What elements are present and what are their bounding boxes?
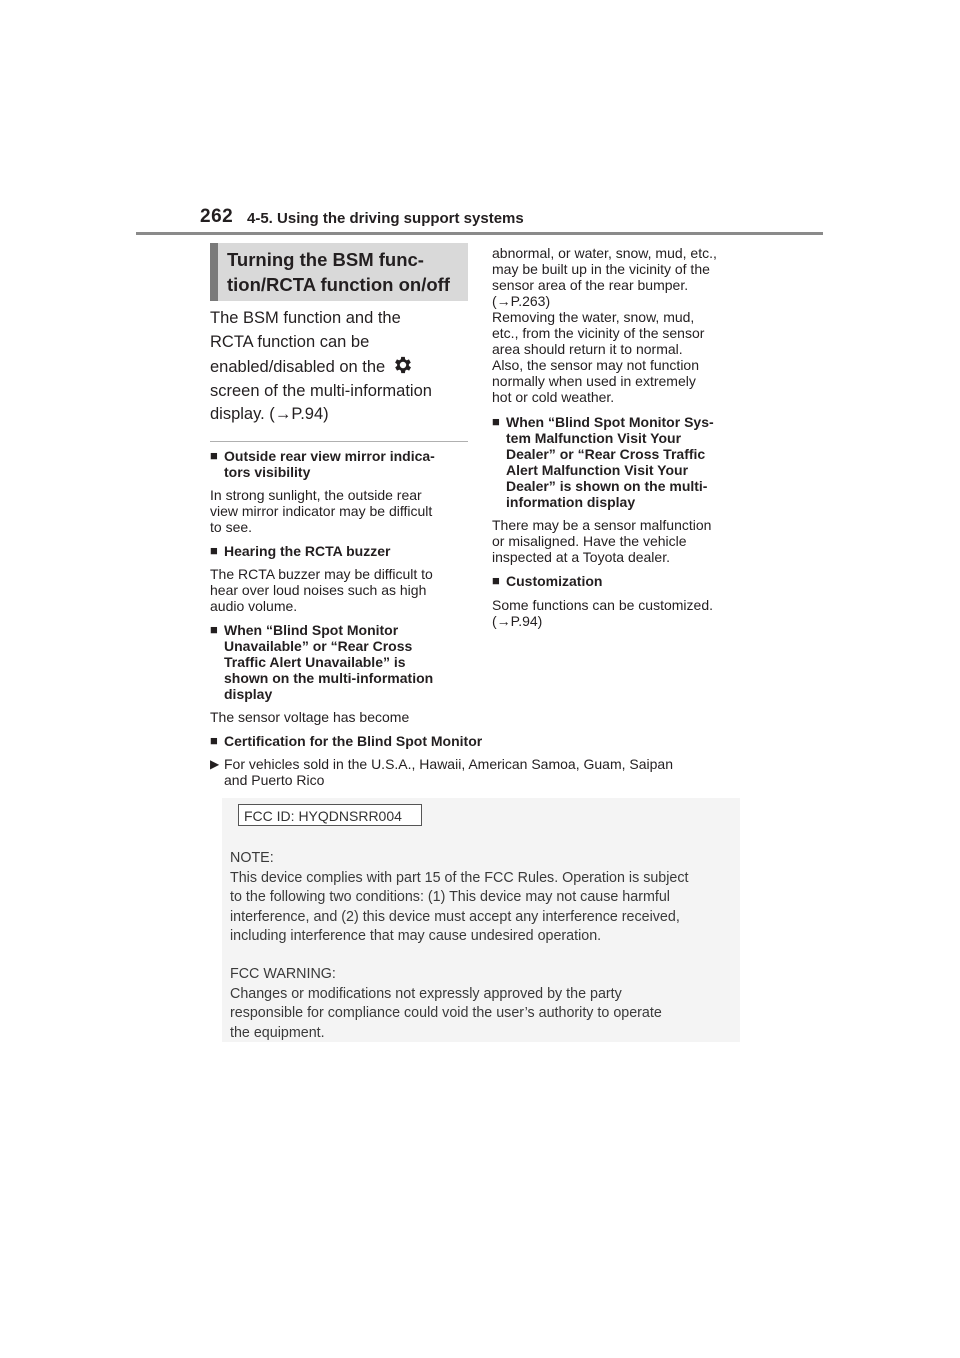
subheading-certification: ■ Certification for the Blind Spot Monitor bbox=[210, 733, 483, 749]
page-ref[interactable]: P.94) bbox=[291, 405, 329, 423]
intro-line-1: The BSM function and the bbox=[210, 309, 401, 327]
subheading-malfunction: ■ When “Blind Spot Monitor Sys- tem Malfunction Visit Your Dealer” or “Rear Cross Traffic Alert Malfunction Visit Your Dealer” is shown on the multi- information display bbox=[492, 414, 714, 510]
paragraph-malfunction: There may be a sensor malfunction or misaligned. Have the vehicle inspected at a Toyota dealer. bbox=[492, 517, 712, 565]
square-bullet-icon: ■ bbox=[492, 414, 500, 429]
square-bullet-icon: ■ bbox=[210, 622, 218, 637]
page-ref[interactable]: P.263) bbox=[510, 293, 551, 309]
paragraph-mirror-visibility: In strong sunlight, the outside rear view mirror indicator may be difficult to see. bbox=[210, 487, 433, 535]
intro-line-2: RCTA function can be bbox=[210, 332, 370, 351]
section-title: 4-5. Using the driving support systems bbox=[247, 210, 524, 227]
fcc-warning: FCC WARNING: Changes or modifications not expressly approved by the party responsible for compliance could void the user’s authority to operate the equipment. bbox=[230, 966, 662, 1041]
square-bullet-icon: ■ bbox=[210, 543, 218, 558]
fcc-id-box: FCC ID: HYQDNSRR004 bbox=[238, 804, 422, 826]
page-ref[interactable]: P.94) bbox=[510, 613, 543, 629]
intro-line-4: screen of the multi-information bbox=[210, 381, 432, 400]
paragraph-unavailable-cont: abnormal, or water, snow, mud, etc., may be built up in the vicinity of the sensor area of the rear bumper. (→P.263) Removing the water, snow, mud, etc., from the vicinity of the sensor area should return it to normal. Also, the sensor may not function normally when used in extremely hot or cold weather. bbox=[492, 245, 717, 405]
arrow-icon: → bbox=[496, 613, 511, 629]
intro-line-5: display. (→P.94) bbox=[210, 405, 329, 423]
heading-line-2: tion/RCTA function on/off bbox=[227, 274, 450, 295]
triangle-bullet-icon: ▶ bbox=[210, 757, 220, 771]
heading-line-1: Turning the BSM func- bbox=[227, 249, 424, 270]
subheading-mirror-visibility: ■ Outside rear view mirror indica- tors visibility bbox=[210, 448, 435, 480]
square-bullet-icon: ■ bbox=[492, 573, 500, 588]
bullet-us-vehicles: ▶ For vehicles sold in the U.S.A., Hawaii, American Samoa, Guam, Saipan and Puerto Rico bbox=[210, 756, 673, 788]
divider bbox=[210, 441, 468, 442]
intro-line-3: enabled/disabled on the bbox=[210, 354, 472, 380]
square-bullet-icon: ■ bbox=[210, 448, 218, 463]
gear-icon bbox=[392, 354, 414, 376]
square-bullet-icon: ■ bbox=[210, 733, 218, 748]
paragraph-customization: Some functions can be customized. (→P.94) bbox=[492, 597, 714, 629]
arrow-icon: → bbox=[274, 405, 292, 423]
page-number: 262 bbox=[200, 206, 234, 227]
intro-paragraph bbox=[210, 307, 472, 427]
subheading-customization: ■ Customization bbox=[492, 573, 603, 589]
fcc-note: NOTE: This device complies with part 15 of the FCC Rules. Operation is subject to the following two conditions: (1) This device may not cause harmful interference, and (2) this device must accept any interference received, including interference that may cause undesired operation. bbox=[230, 850, 689, 944]
arrow-icon: → bbox=[496, 293, 511, 309]
heading-box bbox=[210, 243, 468, 301]
paragraph-rcta-buzzer: The RCTA buzzer may be difficult to hear over loud noises such as high audio volume. bbox=[210, 566, 433, 614]
subheading-rcta-buzzer: ■ Hearing the RCTA buzzer bbox=[210, 543, 391, 559]
subheading-unavailable: ■ When “Blind Spot Monitor Unavailable” or “Rear Cross Traffic Alert Unavailable” is shown on the multi-information display bbox=[210, 622, 434, 702]
paragraph-unavailable: The sensor voltage has become bbox=[210, 709, 410, 725]
header-rule bbox=[136, 232, 823, 235]
